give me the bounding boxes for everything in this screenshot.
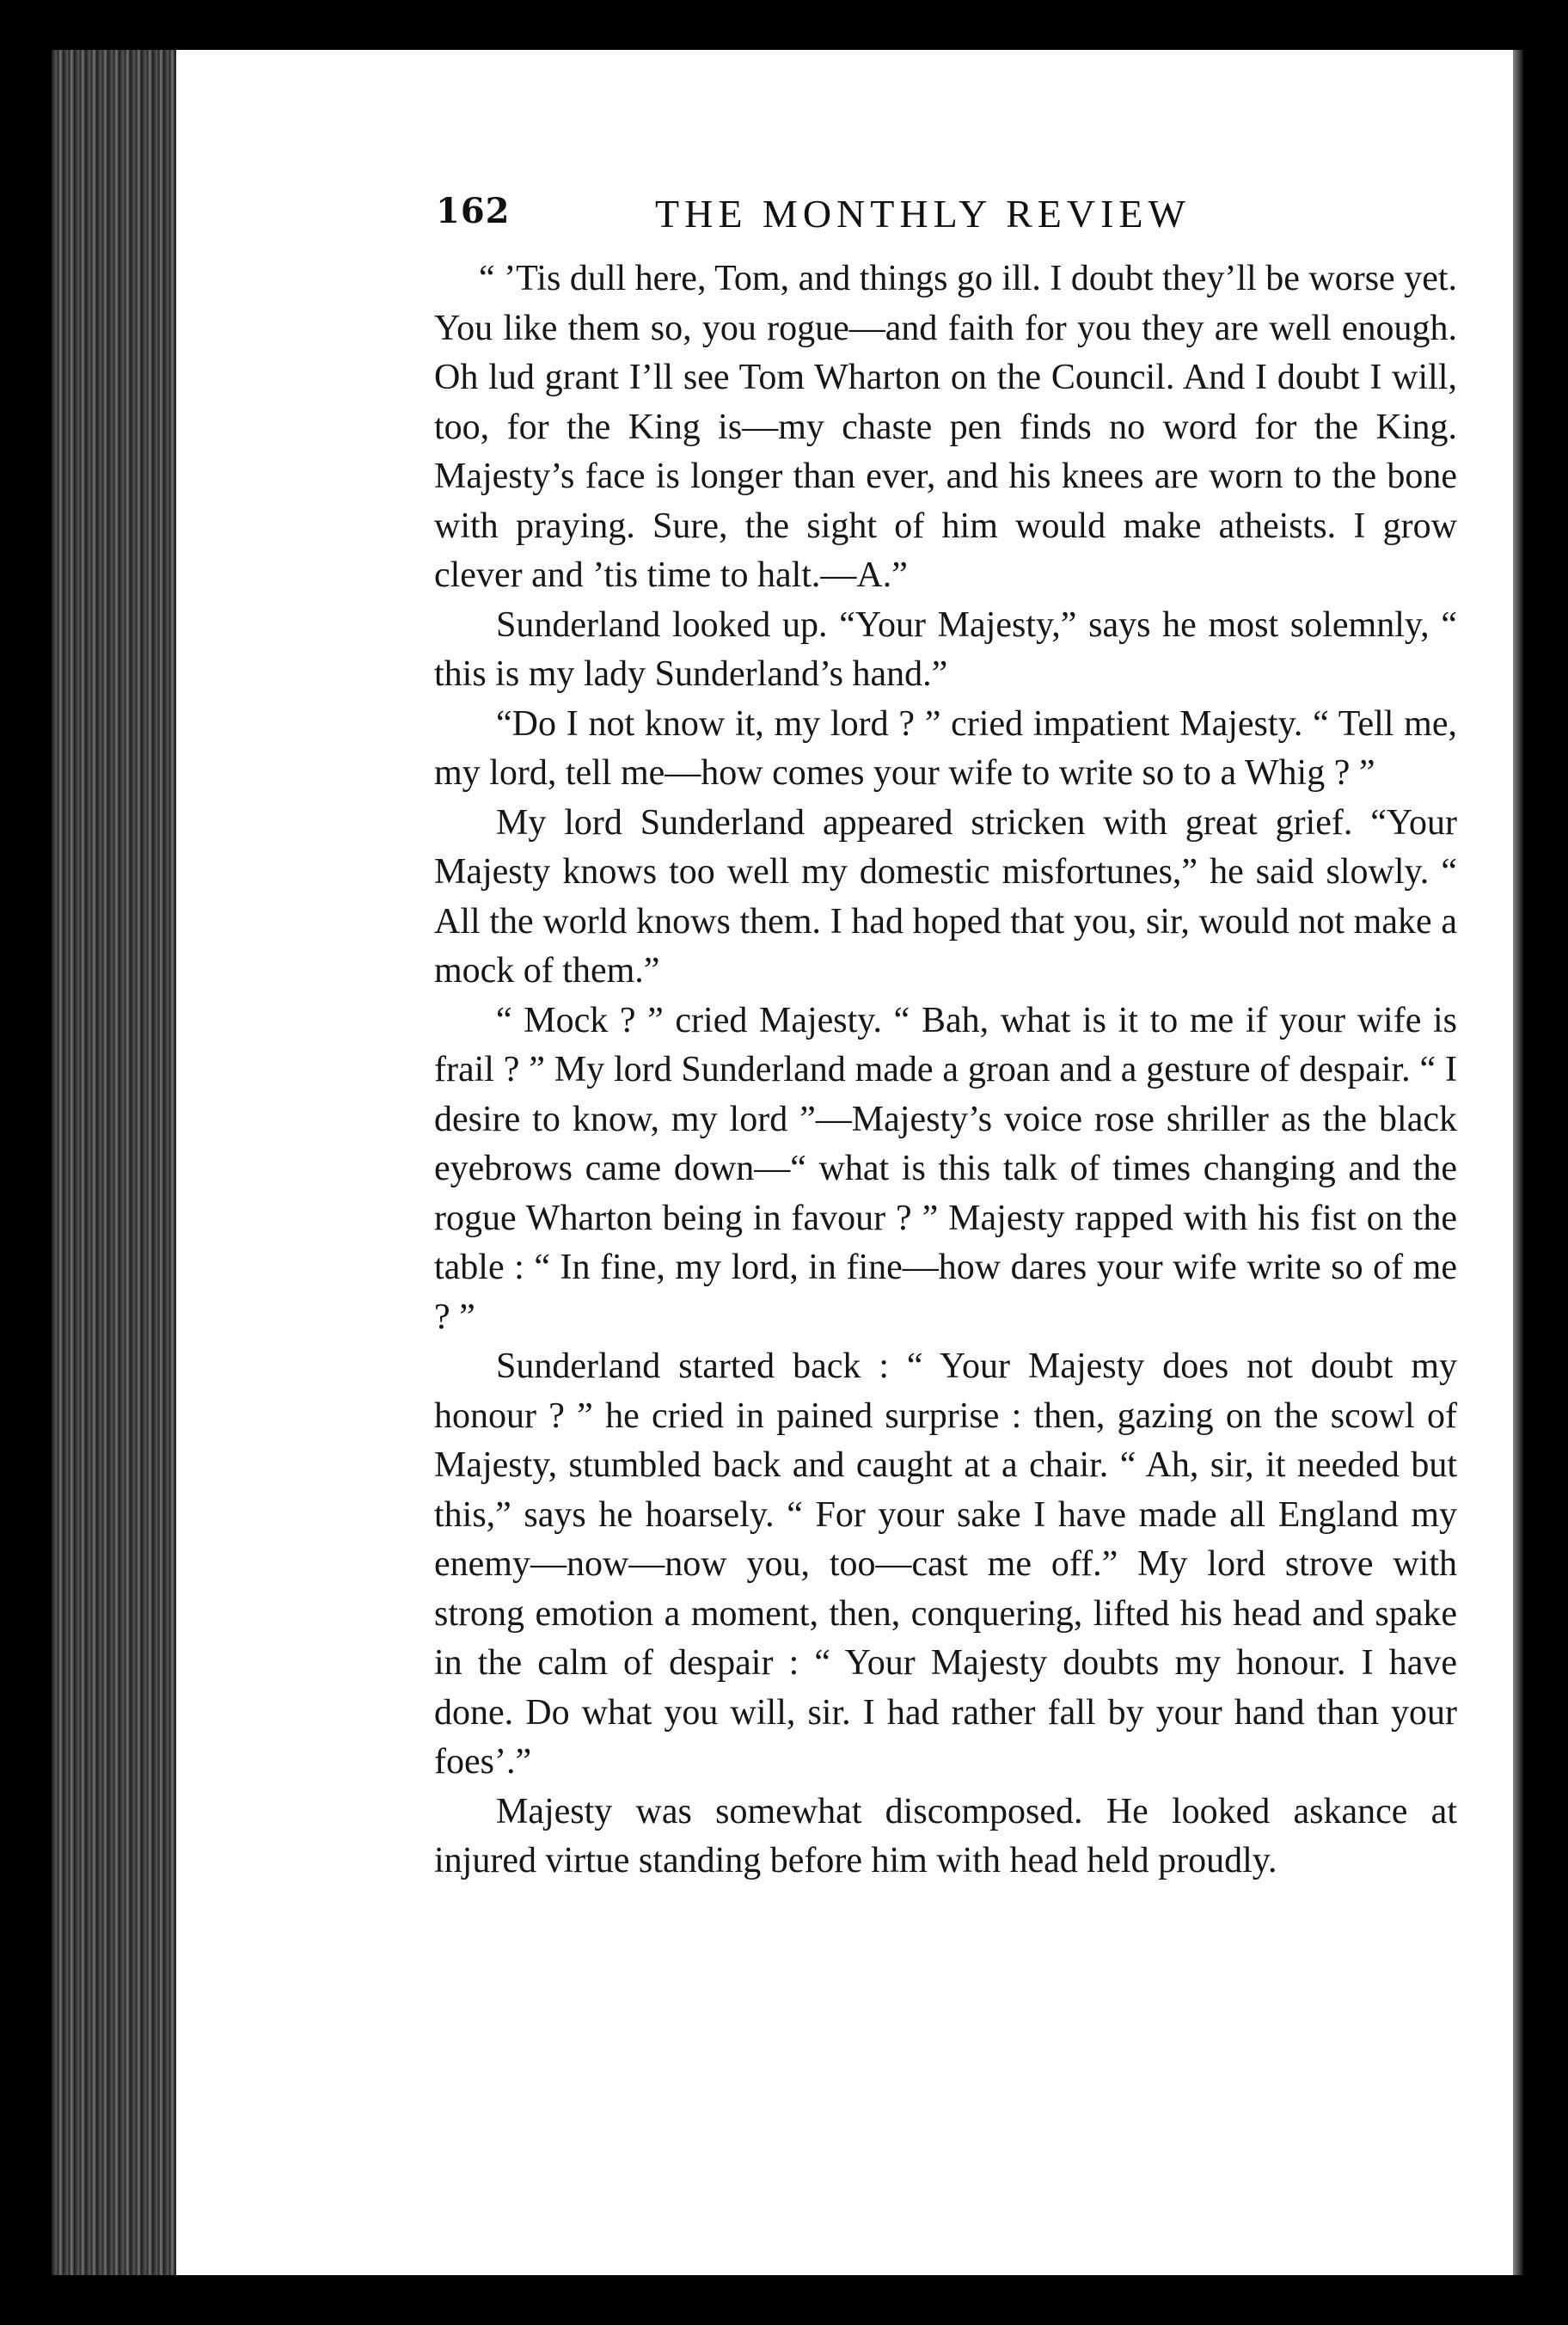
book-page-edges — [52, 50, 181, 2275]
paragraph: “ Mock ? ” cried Majesty. “ Bah, what is it to me if your wife is frail ? ” My lord Sunderland made a groan and a gesture of despair. “ I desire to know, my lord ”—Majesty’s voice rose shriller as the black eyebrows came down—“ what is this talk of times changing and the rogue Wharton being in favour ? ” Majesty rapped with his fist on the table : “ In fine, my lord, in fine—how dares your wife write so of me ? ” — [434, 1000, 1457, 1337]
running-title: THE MONTHLY REVIEW — [655, 192, 1191, 236]
page-header — [436, 191, 1416, 251]
paragraph-letter: “ ’Tis dull here, Tom, and things go ill. I doubt they’ll be worse yet. You like them so, you rogue—and faith for you they are well enough. Oh lud grant I’ll see Tom Wharton on the Council. And I doubt I will, too, for the King is—my chaste pen finds no word for the King. Majesty’s face is longer than ever, and his knees are worn to the bone with praying. Sure, the sight of him would make atheists. I grow clever and ’tis time to halt.—A.” — [434, 259, 1457, 595]
paragraph: Majesty was somewhat discomposed. He looked askance at injured virtue standing before him with head held proudly. — [434, 1791, 1457, 1880]
body-text — [434, 255, 1457, 1886]
paragraph: Sunderland looked up. “Your Majesty,” says he most solemnly, “ this is my lady Sunderland’s hand.” — [434, 604, 1457, 694]
paragraph: My lord Sunderland appeared stricken with great grief. “Your Majesty knows too well my domestic misfortunes,” he said slowly. “ All the world knows them. I had hoped that you, sir, would not make a mock of them.” — [434, 802, 1457, 991]
page-gutter-shadow — [1513, 50, 1523, 2275]
paragraph: “Do I not know it, my lord ? ” cried impatient Majesty. “ Tell me, my lord, tell me—how comes your wife to write so to a Whig ? ” — [434, 703, 1457, 793]
paragraph: Sunderland started back : “ Your Majesty does not doubt my honour ? ” he cried in pained surprise : then, gazing on the scowl of Majesty, stumbled back and caught at a chair. “ Ah, sir, it needed but this,” says he hoarsely. “ For your sake I have made all England my enemy—now—now you, too—cast me off.” My lord strove with strong emotion a moment, then, conquering, lifted his head and spake in the calm of despair : “ Your Majesty doubts my honour. I have done. Do what you will, sir. I had rather fall by your hand than your foes’.” — [434, 1347, 1457, 1782]
page-number: 162 — [436, 191, 511, 231]
